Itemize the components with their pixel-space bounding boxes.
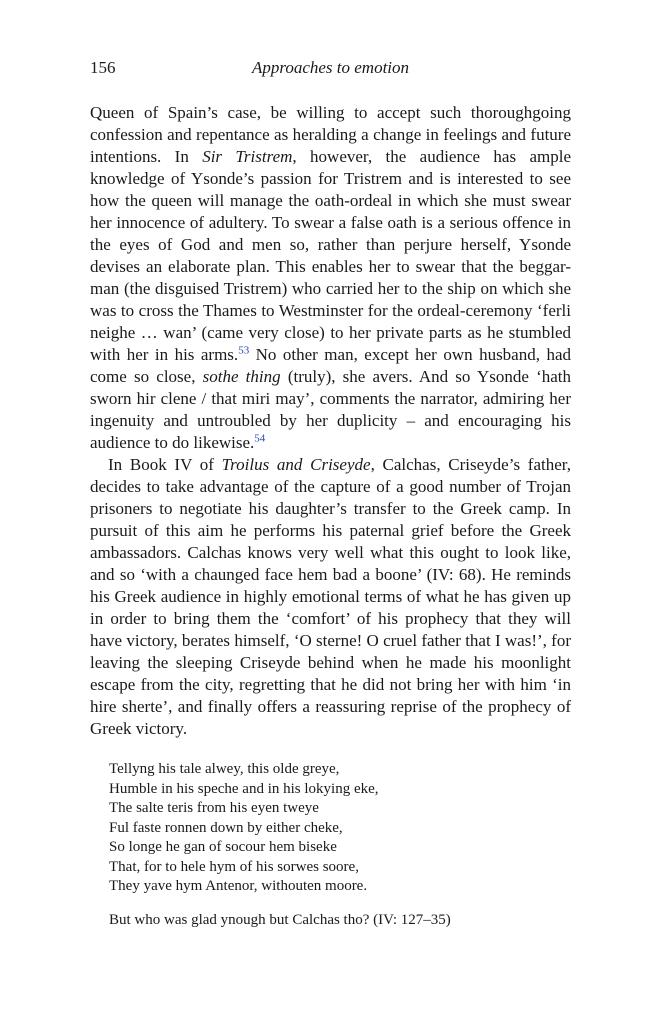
text-run: , however, the audience has ample knowledge of Ysonde’s passion for Tristrem and is interested to see how the queen will manage the oath-ordeal in which she must swear her innocence of adultery. To swear a false oath is a serious offence in the eyes of God and men so, rather than perjure herself, Ysonde devises an elaborate plan. This enables her to swear that the beggar-man (the disguised Tristrem) who carried her to the ship on which she was to cross the Thames to Westminster for the ordeal-ceremony ‘ferli neighe … wan’ (came very close) to her private parts as he stumbled with her in his arms. (90, 147, 571, 364)
verse-line: That, for to hele hym of his sorwes soore, (109, 858, 359, 875)
text-run: (truly), she avers. And so Ysonde ‘hath sworn hir clene / that miri may’, comments the narrator, admiring her ingenuity and untroubled by her duplicity – and encouraging his audience to do likewise. (90, 367, 571, 452)
text-run: , Calchas, Criseyde’s father, decides to take advantage of the capture of a good number of Trojan prisoners to negotiate his daughter’s transfer to the Greek camp. In pursuit of this aim he performs his paternal grief before the Greek ambassadors. Calchas knows very well what this ought to look like, and so ‘with a chaunged face hem bad a boone’ (IV: 68). He reminds his Greek audience in highly emotional terms of what he has given up in order to bring them the ‘comfort’ of his prophecy that they will have victory, berates himself, ‘O sterne! O cruel father that I was!’, for leaving the sleeping Criseyde behind when he made his moonlight escape from the city, regretting that he did not bring her with him ‘in hire sherte’, and finally offers a reassuring reprise of the prophecy of Greek victory. (90, 455, 571, 738)
running-title: Approaches to emotion (251, 58, 410, 77)
verse-line: They yave hym Antenor, withouten moore. (109, 878, 368, 894)
work-title: Sir Tristrem (202, 147, 293, 166)
body-text (90, 102, 571, 740)
verse-final-line: But who was glad ynough but Calchas tho? (IV: 127–35) (109, 911, 451, 928)
verse-line: So longe he gan of socour hem biseke (109, 839, 337, 855)
running-head (90, 58, 571, 84)
footnote-reference[interactable]: 53 (238, 344, 250, 357)
paragraph (90, 102, 571, 454)
verse-line: Ful faste ronnen down by either cheke, (109, 819, 343, 836)
text-run: Queen of Spain’s case, be willing to accept such thoroughgoing confession and repentance as heralding a change in feelings and future intentions. In (90, 103, 571, 166)
text-run: In Book IV of (108, 455, 222, 474)
paragraph (90, 454, 571, 740)
italic-phrase: sothe thing (202, 367, 281, 386)
page-number: 156 (90, 58, 116, 77)
verse-line: The salte teris from his eyen tweye (109, 800, 319, 816)
verse-line: Tellyng his tale alwey, this olde greye, (109, 761, 340, 777)
verse-line: Humble in his speche and in his lokying eke, (109, 780, 379, 797)
footnote-reference[interactable]: 54 (254, 432, 266, 445)
work-title: Troilus and Criseyde (221, 455, 371, 474)
book-page (90, 58, 571, 930)
verse-quotation (90, 760, 571, 930)
text-run: No other man, except her own husband, had come so close, (90, 345, 571, 386)
